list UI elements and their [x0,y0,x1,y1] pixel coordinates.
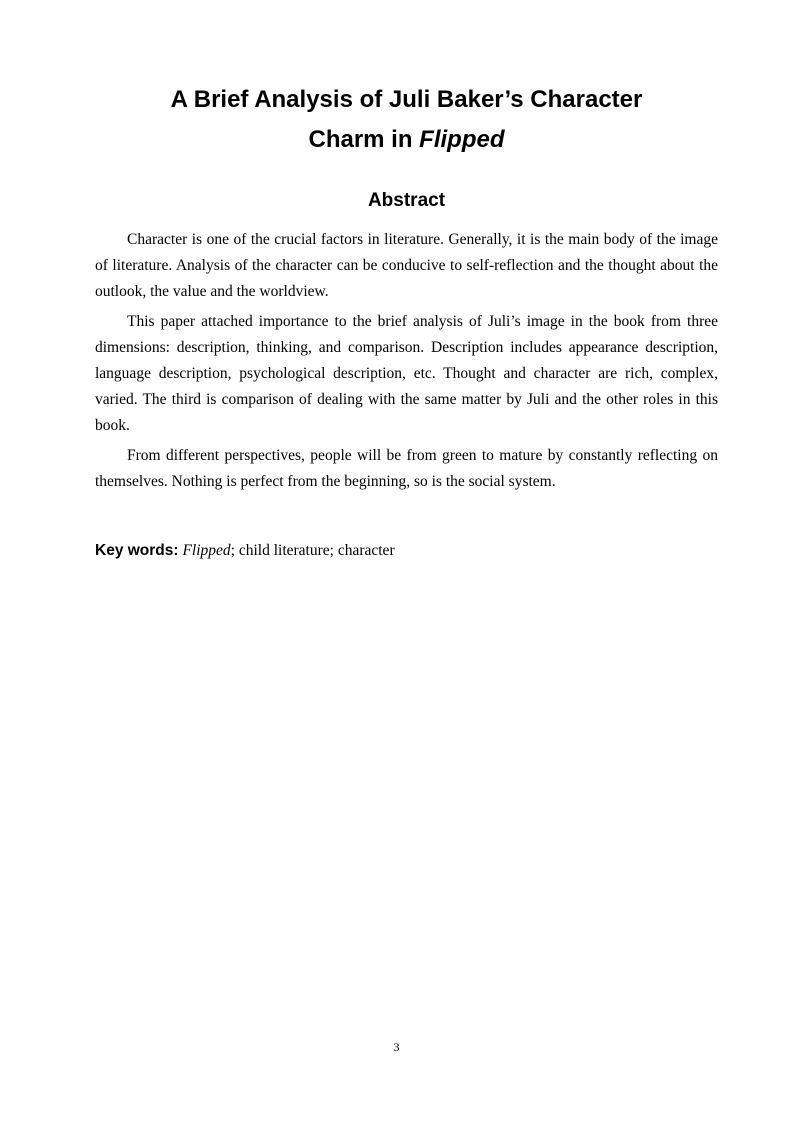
title-line-2 [95,120,718,160]
page-number: 3 [393,1040,400,1054]
title-book-name: Flipped [419,126,505,153]
abstract-body [95,227,718,499]
abstract-paragraph: Character is one of the crucial factors in literature. Generally, it is the main body of the image of literature. Analysis of the character can be conducive to self-reflection and the thought about the outlook, the value and the worldview. [95,231,718,300]
keywords-label: Key words: [95,542,179,559]
title-line-2-prefix: Charm in [308,126,420,153]
title-line-1: A Brief Analysis of Juli Baker’s Character [170,86,643,113]
paper-title [95,80,718,160]
keywords-rest: ; child literature; character [230,542,395,559]
abstract-paragraph: From different perspectives, people will be from green to mature by constantly reflecting on themselves. Nothing is perfect from the beginning, so is the social system. [95,447,718,490]
keywords-line [95,538,718,564]
abstract-heading: Abstract [367,190,446,211]
abstract-paragraph: This paper attached importance to the brief analysis of Juli’s image in the book from three dimensions: description, thinking, and comparison. Description includes appearance description, language description, psychological description, etc. Thought and character are rich, complex, varied. The third is comparison of dealing with the same matter by Juli and the other roles in this book. [95,313,718,434]
keyword-book-title: Flipped [182,542,231,559]
